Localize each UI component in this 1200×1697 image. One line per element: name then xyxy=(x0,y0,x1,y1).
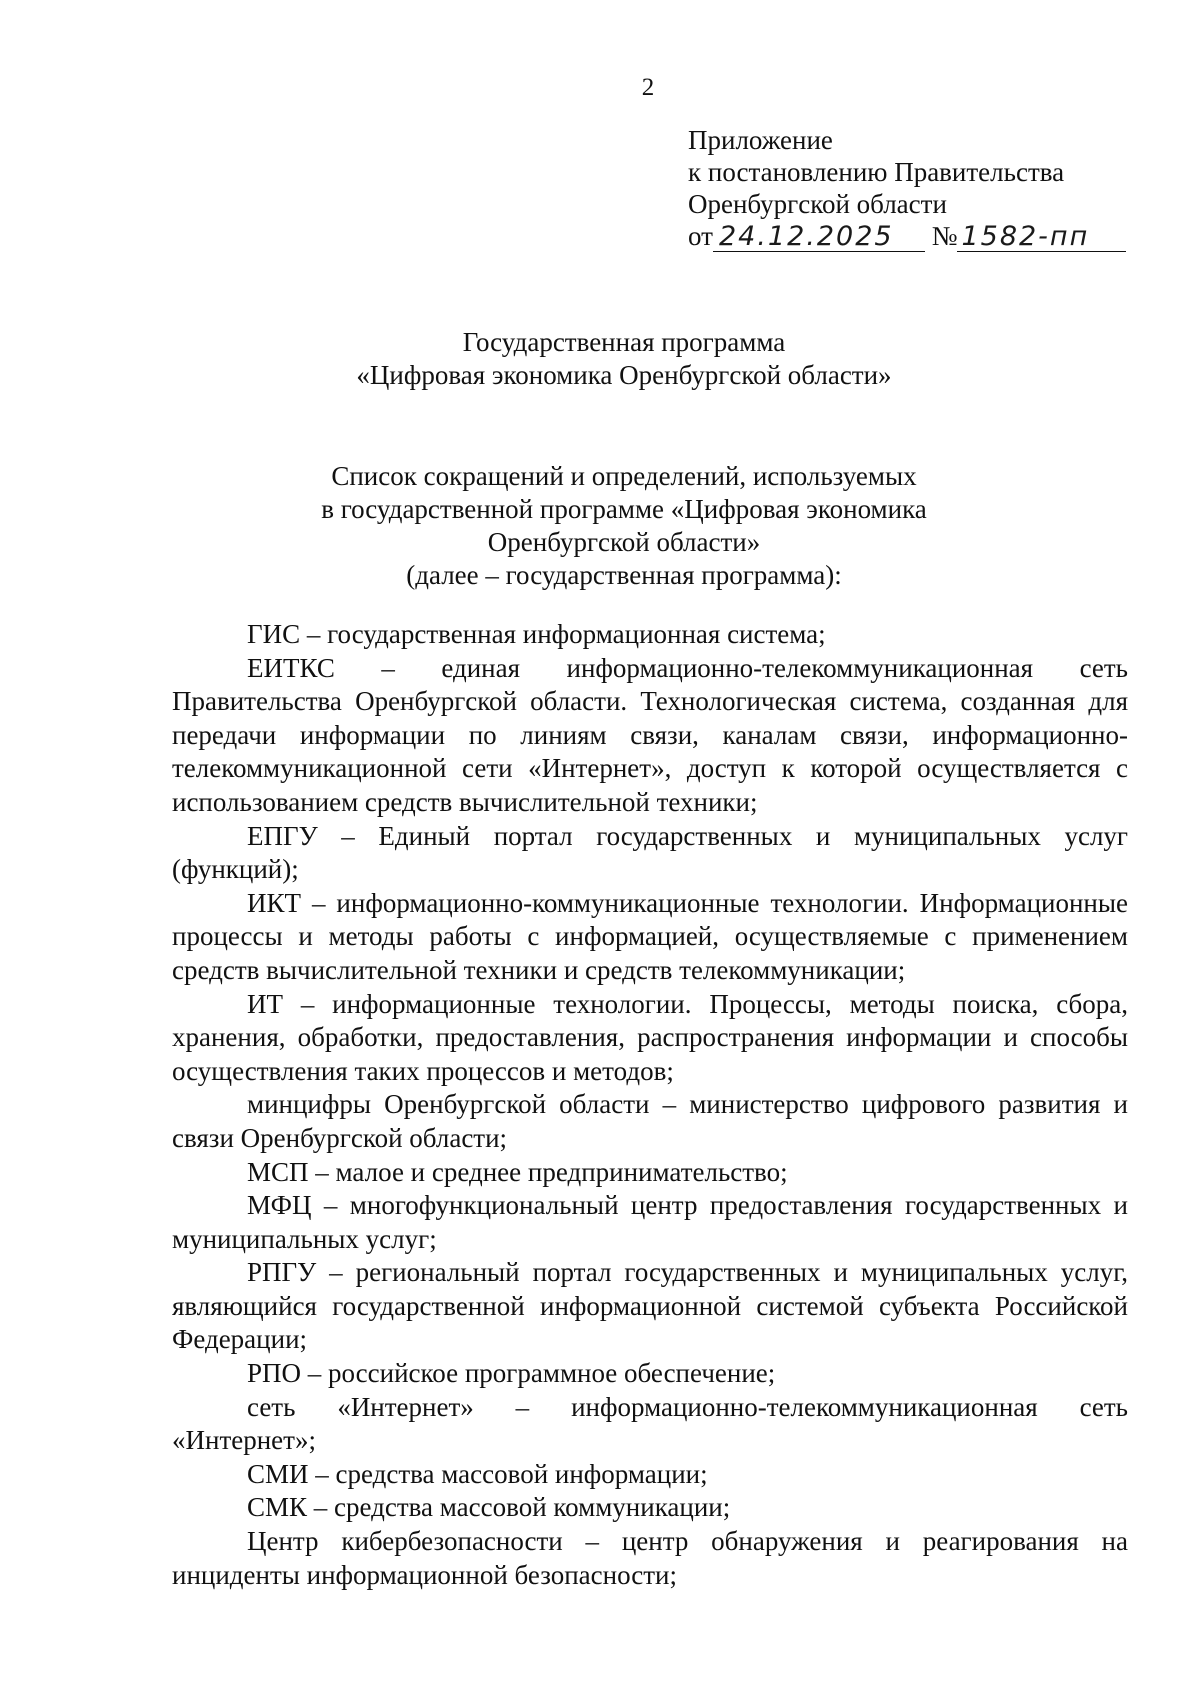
abbreviations-list xyxy=(172,618,1128,1592)
appendix-resolution-ref: к постановлению Правительства xyxy=(688,157,1065,187)
entry-gis: ГИС – государственная информационная система; xyxy=(247,619,826,649)
handwritten-number: 1582-пп xyxy=(957,223,1126,252)
entry-mfc: МФЦ – многофункциональный центр предоставления государственных и муниципальных услуг; xyxy=(172,1190,1128,1254)
entry-smi: СМИ – средства массовой информации; xyxy=(247,1458,708,1489)
page-number: 2 xyxy=(641,74,655,101)
entry-rpgu: РПГУ – региональный портал государственных и муниципальных услуг, являющийся государственной информационной системой субъекта Российской Федерации; xyxy=(172,1257,1128,1355)
abbreviations-title xyxy=(0,460,1200,592)
entry-mintsifry: минцифры Оренбургской области – министерство цифрового развития и связи Оренбургской области; xyxy=(172,1089,1128,1153)
entry-smk: СМК – средства массовой коммуникации; xyxy=(247,1492,731,1523)
resolution-date-number xyxy=(688,220,1126,254)
abbreviations-title-line-3: Оренбургской области» xyxy=(487,527,761,557)
abbreviations-title-line-2: в государственной программе «Цифровая экономика xyxy=(321,494,927,524)
date-prefix: от xyxy=(688,221,713,251)
entry-msp: МСП – малое и среднее предпринимательство; xyxy=(247,1156,788,1187)
entry-epgu: ЕПГУ – Единый портал государственных и муниципальных услуг (функций); xyxy=(172,820,1128,885)
entry-eitks: ЕИТКС – единая информационно-телекоммуникационная сеть Правительства Оренбургской области. Технологическая система, созданная для передачи информации по линиям связи, каналам связи, информационно-телекоммуникационной сети «Интернет», доступ к которой осуществляется с использованием средств вычислительной техники; xyxy=(172,652,1128,817)
appendix-region: Оренбургской области xyxy=(688,189,947,219)
entry-rpo: РПО – российское программное обеспечение; xyxy=(247,1358,776,1389)
entry-ikt: ИКТ – информационно-коммуникационные технологии. Информационные процессы и методы работы с информацией, осуществляемые с применением средств вычислительной техники и средств телекоммуникации; xyxy=(172,887,1128,985)
appendix-header xyxy=(688,124,1126,254)
abbreviations-title-line-1: Список сокращений и определений, используемых xyxy=(331,461,917,491)
handwritten-date: 24.12.2025 xyxy=(713,223,925,252)
entry-cybersecurity-center: Центр кибербезопасности – центр обнаружения и реагирования на инциденты информационной безопасности; xyxy=(172,1526,1128,1590)
abbreviations-title-line-4: (далее – государственная программа): xyxy=(406,560,842,590)
program-title-line-2: «Цифровая экономика Оренбургской области» xyxy=(356,360,892,390)
program-title-line-1: Государственная программа xyxy=(462,327,786,357)
appendix-label: Приложение xyxy=(688,125,833,155)
number-prefix: № xyxy=(931,221,958,251)
program-title xyxy=(0,326,1200,392)
entry-it: ИТ – информационные технологии. Процессы, методы поиска, сбора, хранения, обработки, предоставления, распространения информации и способы осуществления таких процессов и методов; xyxy=(172,988,1128,1086)
entry-internet: сеть «Интернет» – информационно-телекоммуникационная сеть «Интернет»; xyxy=(172,1391,1128,1456)
